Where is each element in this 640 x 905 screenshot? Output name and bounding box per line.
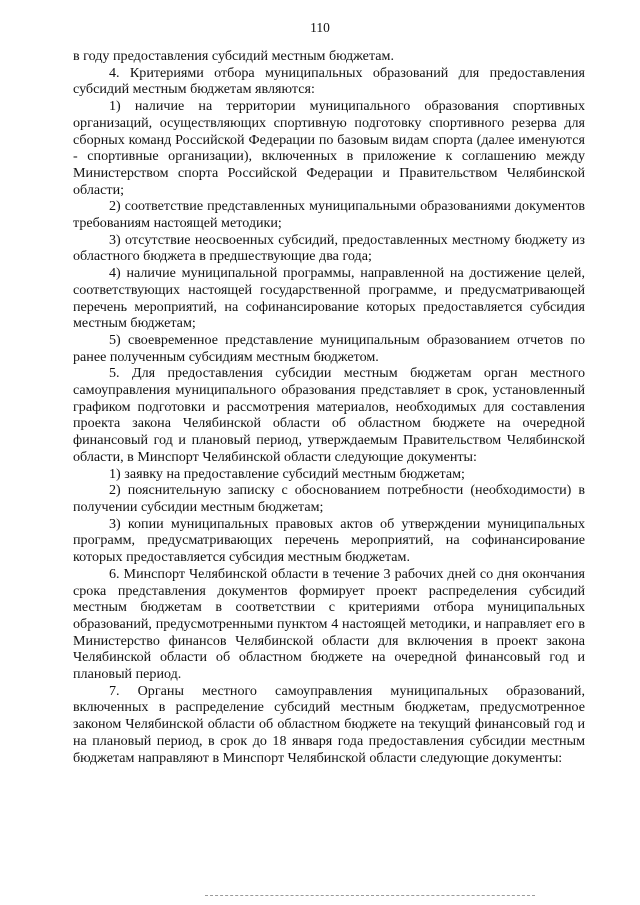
paragraph: 5) своевременное представление муниципальным образованием отчетов по ранее полученным субсидиям местным бюджетом.: [73, 331, 585, 365]
paragraph: 2) пояснительную записку с обоснованием потребности (необходимости) в получении субсидии местным бюджетам;: [73, 482, 585, 515]
paragraph: 4. Критериями отбора муниципальных образований для предоставления субсидий местным бюджетам являются:: [73, 64, 585, 98]
paragraph: 1) заявку на предоставление субсидий местным бюджетам;: [109, 465, 465, 482]
paragraph: 6. Минспорт Челябинской области в течение 3 рабочих дней со дня окончания срока представления документов формирует проект распределения субсидий местным бюджетам в соответствии с критериями отбора муниципальных образований, предусмотренными пунктом 4 настоящей методики, и направляет его в Министерство финансов Челябинской области для включения в проект закона Челябинской области об областном бюджете на очередной финансовый год и плановый период.: [73, 565, 585, 683]
paragraph: 1) наличие на территории муниципального образования спортивных организаций, осуществляющих спортивную подготовку спортивного резерва для сборных команд Российской Федерации по базовым видам спорта (далее именуются - спортивные организации), включенных в приложение к соглашению между Министерством спорта Российской Федерации и Правительством Челябинской области;: [73, 98, 585, 198]
paragraph: в году предоставления субсидий местным бюджетам.: [73, 48, 394, 64]
paragraph: 7. Органы местного самоуправления муниципальных образований, включенных в распределение субсидий местным бюджетам, предусмотренное законом Челябинской области об областном бюджете на текущий финансовый год и на плановый период, в срок до 18 января года предоставления субсидии местным бюджетам направляют в Минспорт Челябинской области следующие документы:: [73, 682, 585, 766]
document-body: [73, 48, 585, 766]
page-number: 110: [310, 20, 330, 35]
paragraph: 3) копии муниципальных правовых актов об утверждении муниципальных программ, предусматривающих перечень мероприятий, на софинансирование которых предоставляется субсидия местным бюджетам.: [73, 515, 585, 566]
paragraph: 2) соответствие представленных муниципальными образованиями документов требованиям настоящей методики;: [73, 198, 585, 232]
scan-edge-line: [205, 895, 535, 896]
paragraph: 4) наличие муниципальной программы, направленной на достижение целей, соответствующих настоящей государственной программе, и предусматривающей перечень мероприятий, на софинансирование которых предоставляется субсидия местным бюджетам;: [73, 265, 585, 332]
paragraph: 3) отсутствие неосвоенных субсидий, предоставленных местному бюджету из областного бюджета в предшествующие два года;: [73, 231, 585, 265]
paragraph: 5. Для предоставления субсидии местным бюджетам орган местного самоуправления муниципального образования представляет в срок, установленный графиком подготовки и рассмотрения материалов, необходимых для составления проекта закона Челябинской области об областном бюджете на очередной финансовый год и плановый период, утверждаемым Правительством Челябинской области, в Минспорт Челябинской области следующие документы:: [73, 365, 585, 465]
